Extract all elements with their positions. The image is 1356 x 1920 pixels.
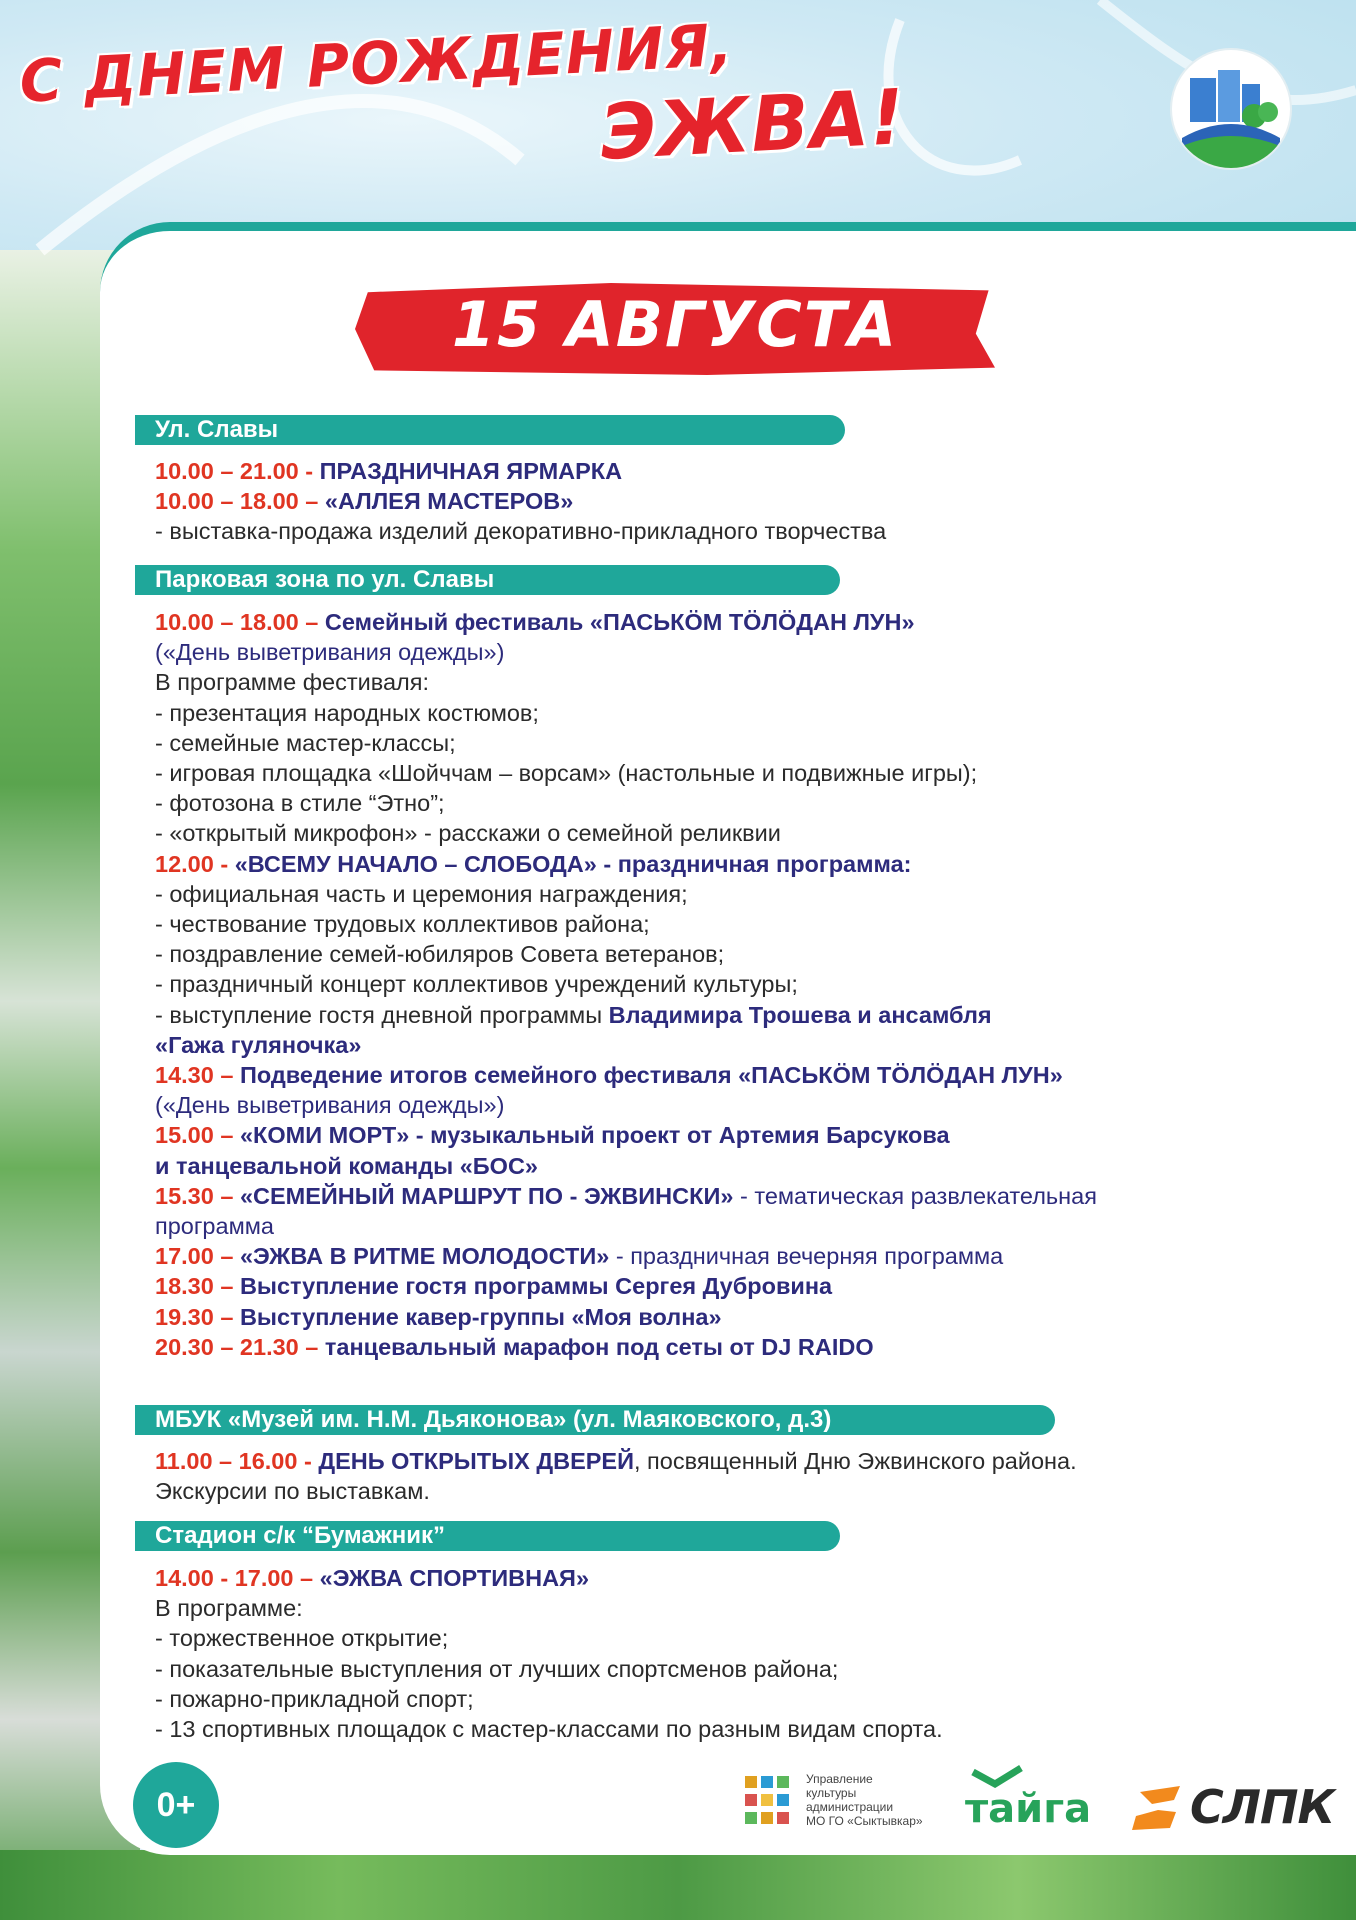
event-time: 19.30 – (155, 1303, 240, 1330)
program-line (155, 849, 1315, 879)
section-content (155, 1563, 1315, 1744)
event-title: Выступление кавер-группы «Моя волна» (239, 1303, 722, 1330)
program-line (155, 516, 1315, 546)
event-title: Владимира Трошева и ансамбля (608, 1001, 992, 1028)
program-line (155, 607, 1315, 637)
program-line (155, 1181, 1315, 1211)
event-detail: - выставка-продажа изделий декоративно-прикладного творчества (155, 518, 887, 545)
slpk-logo: СЛПК (1190, 1780, 1335, 1834)
program-line (155, 1714, 1315, 1744)
program-line (155, 788, 1315, 818)
buildings-icon (1172, 50, 1290, 168)
program-line (155, 1151, 1315, 1181)
section-header: Ул. Славы (135, 415, 845, 445)
event-detail: - семейные мастер-классы; (155, 729, 456, 756)
culture-line: МО ГО «Сыктывкар» (806, 1814, 923, 1828)
event-title: Семейный фестиваль «ПАСЬКӦМ ТӦЛӦДАН ЛУН» (324, 609, 915, 635)
event-time: 20.30 – 21.30 – (155, 1333, 325, 1360)
event-time: 12.00 - (155, 850, 235, 877)
event-title: Подведение итогов семейного фестиваля «ПАСЬКӦМ ТӦЛӦДАН ЛУН» (239, 1062, 1063, 1089)
program-line (155, 1623, 1315, 1653)
event-title: и танцевальной команды «БОС» (155, 1152, 538, 1179)
title-greeting: С ДНЕМ РОЖДЕНИЯ, (18, 10, 735, 116)
event-note: программа (155, 1213, 274, 1240)
event-detail: - игровая площадка «Шойччам – ворсам» (настольные и подвижные игры); (155, 760, 978, 787)
program-line (155, 758, 1315, 788)
event-time: 14.00 - 17.00 – (155, 1565, 320, 1591)
event-detail: - официальная часть и церемония награждения; (155, 880, 688, 907)
program-line (155, 1090, 1315, 1120)
program-line (155, 1446, 1315, 1476)
section-content (155, 456, 1315, 547)
section-header: МБУК «Музей им. Н.М. Дьяконова» (ул. Маяковского, д.3) (135, 1405, 1055, 1435)
event-title: ПРАЗДНИЧНАЯ ЯРМАРКА (319, 458, 623, 484)
event-title: «КОМИ МОРТ» - музыкальный проект от Артемия Барсукова (239, 1122, 950, 1149)
program-line (155, 939, 1315, 969)
event-time: 18.30 – (155, 1273, 240, 1300)
event-title: «ВСЕМУ НАЧАЛО – СЛОБОДА» - праздничная программа: (234, 850, 912, 877)
event-detail: - выступление гостя дневной программы (155, 1001, 609, 1028)
program-line (155, 1241, 1315, 1271)
program-line (155, 728, 1315, 758)
event-detail: - чествование трудовых коллективов района; (155, 911, 650, 938)
section-content (155, 1446, 1315, 1506)
event-time: 10.00 – 18.00 – (155, 488, 325, 515)
ezhva-logo (1172, 50, 1290, 168)
age-rating-badge: 0+ (133, 1762, 219, 1848)
program-line (155, 1060, 1315, 1090)
event-title: «ЭЖВА СПОРТИВНАЯ» (319, 1565, 590, 1591)
program-line (155, 818, 1315, 848)
event-detail: - 13 спортивных площадок с мастер-классами по разным видам спорта. (155, 1716, 943, 1743)
program-line (155, 1211, 1315, 1241)
event-detail: , посвященный Дню Эжвинского района. (634, 1448, 1077, 1474)
event-title: танцевальный марафон под сеты от DJ RAIDO (324, 1333, 874, 1360)
event-detail: - «открытый микрофон» - расскажи о семейной реликвии (155, 820, 781, 847)
culture-department-icon (743, 1772, 801, 1830)
program-line (155, 456, 1315, 486)
section-content (155, 607, 1315, 1362)
culture-line: администрации (806, 1800, 894, 1814)
culture-line: культуры (806, 1786, 857, 1800)
event-title: «СЕМЕЙНЫЙ МАРШРУТ ПО - ЭЖВИНСКИ» (239, 1182, 734, 1209)
program-line (155, 1332, 1315, 1362)
event-time: 11.00 – 16.00 - (155, 1448, 319, 1474)
culture-department-name (806, 1772, 923, 1828)
event-note: («День выветривания одежды») (155, 639, 505, 666)
event-detail: - пожарно-прикладной спорт; (155, 1685, 474, 1712)
event-time: 17.00 – (155, 1243, 240, 1270)
event-detail: - показательные выступления от лучших спортсменов района; (155, 1655, 839, 1682)
program-line (155, 1476, 1315, 1506)
event-detail: - презентация народных костюмов; (155, 699, 539, 726)
event-time: 15.00 – (155, 1122, 240, 1149)
program-line (155, 637, 1315, 667)
program-line (155, 667, 1315, 697)
program-line (155, 1000, 1315, 1030)
event-title: ДЕНЬ ОТКРЫТЫХ ДВЕРЕЙ (318, 1448, 634, 1474)
program-line (155, 1563, 1315, 1593)
program-line (155, 879, 1315, 909)
title-district: ЭЖВА! (598, 72, 908, 177)
event-time: 10.00 – 18.00 – (155, 609, 325, 635)
event-detail: В программе: (155, 1595, 303, 1622)
event-detail: В программе фестиваля: (155, 669, 429, 696)
section-header: Стадион с/к “Бумажник” (135, 1521, 840, 1551)
program-line (155, 1684, 1315, 1714)
event-note: - праздничная вечерняя программа (609, 1243, 1004, 1270)
slpk-mark-icon (1130, 1782, 1186, 1832)
event-note: («День выветривания одежды») (155, 1092, 505, 1119)
program-line (155, 698, 1315, 728)
event-detail: - фотозона в стиле “Этно”; (155, 790, 445, 817)
program-line (155, 1654, 1315, 1684)
event-title: «ЭЖВА В РИТМЕ МОЛОДОСТИ» (239, 1243, 610, 1270)
trees-illustration (0, 1850, 1356, 1920)
program-line (155, 969, 1315, 999)
program-line (155, 1120, 1315, 1150)
program-line (155, 1271, 1315, 1301)
event-date: 15 АВГУСТА (451, 288, 899, 361)
event-title: Выступление гостя программы Сергея Дубровина (239, 1273, 833, 1300)
culture-line: Управление (806, 1772, 873, 1786)
event-time: 15.30 – (155, 1182, 240, 1209)
event-detail: - праздничный концерт коллективов учреждений культуры; (155, 971, 798, 998)
event-title: «АЛЛЕЯ МАСТЕРОВ» (324, 488, 574, 515)
program-line (155, 1302, 1315, 1332)
event-note: - тематическая развлекательная (733, 1182, 1097, 1209)
event-time: 14.30 – (155, 1062, 240, 1089)
event-detail: Экскурсии по выставкам. (155, 1478, 430, 1505)
taiga-check-icon (965, 1764, 1025, 1788)
program-line (155, 1593, 1315, 1623)
taiga-logo: тайга (965, 1786, 1092, 1832)
event-title: «Гажа гуляночка» (155, 1031, 362, 1058)
program-line (155, 486, 1315, 516)
event-detail: - торжественное открытие; (155, 1625, 449, 1652)
event-detail: - поздравление семей-юбиляров Совета ветеранов; (155, 941, 725, 968)
program-line (155, 909, 1315, 939)
section-header: Парковая зона по ул. Славы (135, 565, 840, 595)
program-line (155, 1030, 1315, 1060)
event-time: 10.00 – 21.00 - (155, 458, 320, 484)
